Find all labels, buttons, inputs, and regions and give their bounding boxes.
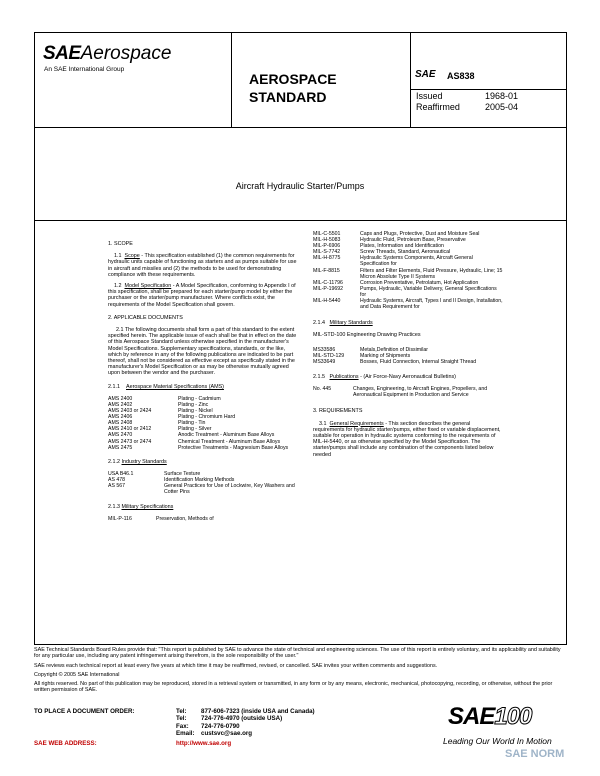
spec-code: MIL-H-5083 bbox=[313, 237, 341, 244]
contact-tel-1 bbox=[176, 708, 315, 715]
para-1-2-text: - A Model Specification, conforming to Appendix I of this specification, shall be prepared for each starter/pump model by either the purchaser or the starter/pump manufacturer. Where conflicts exist, the requirements of the Model Specification shall govern. bbox=[108, 283, 296, 308]
spec-desc: Plating - Silver bbox=[178, 426, 212, 433]
spec-code: AMS 2400 bbox=[108, 395, 133, 402]
spec-code: MS33586 bbox=[313, 346, 336, 353]
table-row bbox=[313, 359, 503, 365]
standard-type-line1: AEROSPACE bbox=[249, 71, 337, 87]
title-divider bbox=[34, 220, 567, 221]
spec-code: MIL-P-6906 bbox=[313, 243, 341, 250]
para-1-1-label: Scope bbox=[124, 253, 140, 260]
spec-code: MIL-C-11796 bbox=[313, 279, 343, 286]
table-row bbox=[108, 483, 298, 495]
spec-desc: Anodic Treatment - Aluminum Base Alloys bbox=[178, 432, 275, 439]
industry-table bbox=[108, 471, 298, 495]
sae100-100: 100 bbox=[494, 703, 532, 730]
logo-sae: SAE bbox=[43, 43, 81, 64]
heading-2-1-5-num: 2.1.5 bbox=[313, 373, 325, 380]
heading-2-1-1-num: 2.1.1 bbox=[108, 383, 120, 390]
spec-code: MS33649 bbox=[313, 358, 336, 365]
tel-value: 877-606-7323 (inside USA and Canada) bbox=[201, 708, 315, 715]
spec-code: MIL-H-8775 bbox=[313, 255, 341, 262]
heading-2-1-3 bbox=[108, 504, 298, 510]
heading-2-1-1 bbox=[108, 384, 298, 390]
spec-code: AMS 2408 bbox=[108, 420, 133, 427]
para-1-1 bbox=[108, 253, 298, 278]
sae100-tagline: Leading Our World In Motion bbox=[443, 736, 552, 746]
para-3-1 bbox=[313, 421, 503, 458]
web-link[interactable]: http://www.sae.org bbox=[176, 740, 232, 747]
para-1-1-text: - This specification established (1) the common requirements for hydraulic units capable of functioning as starters and as pumps suitable for use in aircraft and missiles and (2) the methods to be used for demonstrating compliance with these requirements. bbox=[108, 253, 297, 278]
heading-2-1-4 bbox=[313, 320, 503, 326]
spec-code: MIL-S-7742 bbox=[313, 249, 341, 256]
footer bbox=[34, 647, 567, 697]
heading-2-1-4-num: 2.1.4 bbox=[313, 320, 325, 327]
spec-desc: Surface Texture bbox=[164, 470, 201, 477]
spec-desc: Filters and Filter Elements, Fluid Pressure, Hydraulic, Line; 15 Micron Absolute Type II Systems bbox=[360, 267, 503, 280]
header-divider-2 bbox=[410, 33, 411, 127]
table-row bbox=[313, 386, 503, 398]
heading-2-1-3-label: Military Specifications bbox=[121, 504, 174, 511]
heading-2-1-4-label: Military Standards bbox=[329, 320, 373, 327]
web-label: SAE WEB ADDRESS: bbox=[34, 740, 97, 747]
spec-code: MIL-P-116 bbox=[108, 516, 132, 523]
spec-code: AMS 2470 bbox=[108, 432, 133, 439]
spec-code: AMS 2406 bbox=[108, 414, 133, 421]
table-row bbox=[313, 280, 503, 286]
order-label: TO PLACE A DOCUMENT ORDER: bbox=[34, 708, 135, 715]
footer-rules: SAE Technical Standards Board Rules provide that: "This report is published by SAE to advance the state of technical and engineering sciences. The use of this report is entirely voluntary, and its applicability and suitability for any particular use, including any patent infringement arising therefrom, is the sole responsibility of the user." bbox=[34, 647, 561, 660]
heading-2-1-2-label: Industry Standards bbox=[121, 458, 167, 465]
fax-label: Fax: bbox=[176, 722, 189, 730]
spec-desc: Plating - Cadmium bbox=[178, 395, 221, 402]
spec-desc: Plating - Nickel bbox=[178, 408, 213, 415]
sae-norm-watermark: SAE NORM bbox=[505, 748, 565, 760]
spec-desc: Marking of Shipments bbox=[360, 352, 411, 359]
heading-2-1-5-label: Publications bbox=[329, 373, 359, 380]
heading-2-1-2-num: 2.1.2 bbox=[108, 458, 120, 465]
spec-code: MIL-F-8815 bbox=[313, 267, 340, 274]
email-value: custsvc@sae.org bbox=[201, 730, 253, 738]
heading-2-1-1-label: Aerospace Material Specifications (AMS) bbox=[126, 383, 224, 390]
spec-desc: Plating - Tin bbox=[178, 420, 206, 427]
para-3-1-text: - This section describes the general requirements for hydraulic starter/pumps, either fixed or variable displacement, suitable for operation in hydraulic systems conforming to the requirements of MIL-H-5440, or as otherwise specified by the Model Specification. The starter/pumps shall include any combination of the components listed below needed bbox=[313, 420, 501, 458]
header-divider-1 bbox=[231, 33, 232, 127]
spec-desc: Preservation, Methods of bbox=[156, 516, 214, 523]
table-row bbox=[313, 268, 503, 280]
issued-label: Issued bbox=[416, 91, 443, 101]
spec-code: AMS 2402 bbox=[108, 401, 133, 408]
para-3-1-num: 3.1 bbox=[319, 420, 327, 427]
heading-2-1-2 bbox=[108, 459, 298, 465]
spec-desc: Metals,Definition of Dissimilar bbox=[360, 346, 429, 353]
spec-desc: Plating - Chromium Hard bbox=[178, 414, 236, 421]
table-row bbox=[313, 286, 503, 298]
mil-first-table bbox=[108, 516, 298, 522]
spec-desc: Plating - Zinc bbox=[178, 401, 209, 408]
order-contacts bbox=[176, 708, 315, 738]
spec-desc: Changes, Engineering, to Aircraft Engines, Propellers, and Aeronautical Equipment in Production and Service bbox=[353, 386, 488, 399]
heading-2-1-5 bbox=[313, 374, 503, 380]
mil-std-100: MIL-STD-100 Engineering Drawing Practices bbox=[313, 332, 421, 339]
table-row bbox=[313, 298, 503, 310]
spec-code: No. 445 bbox=[313, 386, 332, 393]
document-code: AS838 bbox=[447, 71, 475, 81]
sae100-sae: SAE bbox=[448, 703, 495, 730]
spec-code: AS 567 bbox=[108, 483, 126, 490]
contact-tel-2 bbox=[176, 715, 315, 722]
spec-code: MIL-P-19692 bbox=[313, 285, 343, 292]
heading-2-1-3-num: 2.1.3 bbox=[108, 504, 120, 511]
spec-code: AS 478 bbox=[108, 477, 126, 483]
mil-spec-table bbox=[313, 231, 503, 310]
contact-fax bbox=[176, 723, 315, 730]
scope-heading: 1. SCOPE bbox=[108, 241, 133, 247]
fax-value: 724-776-0790 bbox=[201, 722, 240, 730]
ams-table bbox=[108, 396, 298, 451]
spec-code: AMS 2403 or 2424 bbox=[108, 408, 152, 415]
tel2-value: 724-776-4970 (outside USA) bbox=[201, 715, 283, 723]
para-3-1-label: General Requirements bbox=[329, 420, 384, 427]
mil-standards-table bbox=[313, 347, 503, 365]
spec-desc: Chemical Treatment - Aluminum Base Alloys bbox=[178, 438, 281, 445]
table-row bbox=[108, 445, 298, 451]
standard-type-line2: STANDARD bbox=[249, 89, 327, 105]
spec-desc: Caps and Plugs, Protective, Dust and Moisture Seal bbox=[360, 231, 480, 237]
spec-desc: Protective Treatments - Magnesium Base Alloys bbox=[178, 444, 289, 451]
right-column bbox=[313, 231, 503, 463]
spec-code: AMS 2410 or 2412 bbox=[108, 426, 152, 433]
spec-desc: Plates, Information and Identification bbox=[360, 243, 444, 250]
heading-2-1-5-text: - (Air Force-Navy Aeronautical Bulletins) bbox=[358, 373, 456, 380]
spec-desc: Hydraulic Systems Components, Aircraft General Specification for bbox=[360, 255, 473, 268]
para-1-2-label: Model Specification bbox=[124, 283, 172, 290]
logo-subtitle: An SAE International Group bbox=[44, 66, 125, 73]
spec-code: USA B46.1 bbox=[108, 470, 134, 477]
tel-label: Tel: bbox=[176, 708, 187, 715]
spec-desc: Identification Marking Methods bbox=[164, 477, 235, 483]
para-1-1-num: 1.1 bbox=[114, 253, 122, 260]
footer-review: SAE reviews each technical report at least every five years at which time it may be reaffirmed, revised, or cancelled. SAE invites your written comments and suggestions. bbox=[34, 662, 438, 669]
spec-code: MIL-STD-129 bbox=[313, 352, 345, 359]
spec-code: MIL-H-5440 bbox=[313, 298, 341, 305]
spec-desc: Hydraulic Systems, Aircraft, Types I and II Design, Installation, and Data Requirement for bbox=[360, 298, 503, 311]
spec-desc: Screw Threads, Standard, Aeronautical bbox=[360, 249, 451, 256]
spec-code: AMS 2475 bbox=[108, 444, 133, 451]
issued-value: 1968-01 bbox=[485, 91, 519, 101]
code-sae-logo: SAE bbox=[415, 69, 436, 80]
applicable-heading: 2. APPLICABLE DOCUMENTS bbox=[108, 314, 183, 321]
document-title: Aircraft Hydraulic Starter/Pumps bbox=[235, 181, 365, 191]
spec-desc: General Practices for Use of Lockwire, Key Washers and Cotter Pins bbox=[164, 483, 295, 496]
contact-email bbox=[176, 730, 315, 737]
left-column bbox=[108, 234, 298, 523]
para-2-1: 2.1 The following documents shall form a part of this standard to the extent specified herein. The applicable issue of each shall be that in effect on the date of this Aerospace Standard unless otherwise specified in the manufacturer's Model Specifications. Supplementary specifications, standards, or the like, which by reference in any of the following publications are indicated to be part thereof, shall not be considered as effective except as specifically stated in the manufacturer's Model Specification or as may be otherwise mutually agreed upon between the vendor and the purchaser. bbox=[108, 327, 297, 377]
para-1-2 bbox=[108, 283, 298, 308]
footer-copyright: Copyright © 2005 SAE International bbox=[34, 671, 120, 678]
email-label: Email: bbox=[176, 730, 195, 738]
header-divider-3 bbox=[410, 89, 567, 90]
para-1-2-num: 1.2 bbox=[114, 283, 122, 290]
reaffirmed-value: 2005-04 bbox=[485, 102, 519, 112]
tel2-label: Tel: bbox=[176, 715, 187, 723]
table-row bbox=[108, 516, 298, 522]
spec-desc: Pumps, Hydraulic, Variable Delivery, General Specifications for bbox=[360, 285, 497, 298]
reaffirmed-label: Reaffirmed bbox=[416, 102, 460, 112]
requirements-heading: 3. REQUIREMENTS bbox=[313, 408, 363, 415]
publications-table bbox=[313, 386, 503, 398]
spec-code: AMS 2473 or 2474 bbox=[108, 438, 152, 445]
spec-desc: Hydraulic Fluid, Petroleum Base, Preservative bbox=[360, 237, 466, 244]
sae100-logo bbox=[448, 703, 531, 731]
table-row bbox=[108, 439, 298, 445]
spec-code: MIL-C-5501 bbox=[313, 231, 341, 237]
spec-desc: Corrosion Preventative, Petrolatum, Hot Application bbox=[360, 279, 479, 286]
sae-aerospace-logo bbox=[43, 43, 223, 65]
table-row bbox=[313, 255, 503, 267]
header-box bbox=[34, 32, 567, 128]
logo-aerospace: Aerospace bbox=[80, 43, 172, 64]
spec-desc: Bosses, Fluid Connection, Internal Straight Thread bbox=[360, 358, 477, 365]
footer-rights: All rights reserved. No part of this publication may be reproduced, stored in a retrieval system or transmitted, in any form or by any means, electronic, mechanical, photocopying, recording, or otherwise, without the prior written permission of SAE. bbox=[34, 681, 553, 694]
